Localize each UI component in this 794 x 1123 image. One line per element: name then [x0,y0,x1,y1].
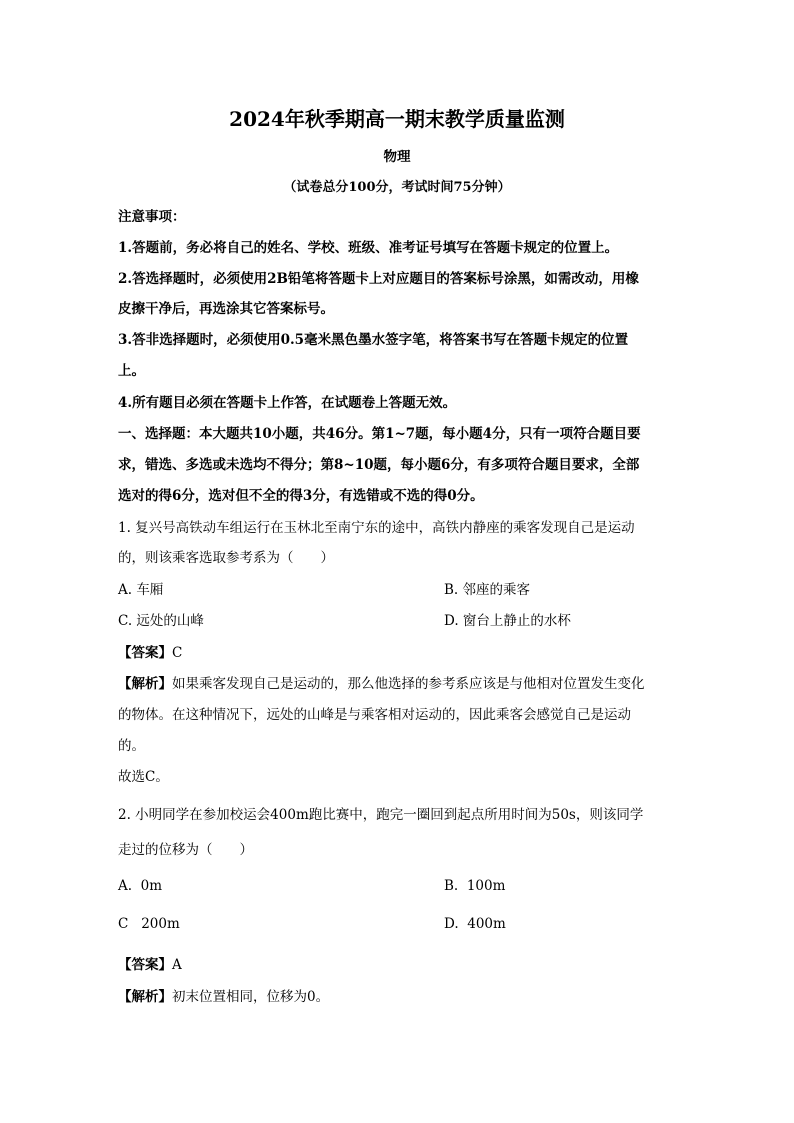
option-label: D. [444,916,459,932]
q1-stem: 1. 复兴号高铁动车组运行在玉林北至南宁东的途中，高铁内静座的乘客发现自己是运动 [118,520,635,536]
q2-stem-line2: 走过的位移为（ ） [118,842,253,858]
q1-option-c: C. 远处的山峰 [118,613,204,629]
q2-analysis [118,987,329,1007]
q2-option-c [118,914,180,934]
analysis-text: 如果乘客发现自己是运动的，那么他选择的参考系应该是与他相对位置发生变化 [172,676,645,692]
q1-stem: 的，则该乘客选取参考系为（ ） [118,550,334,566]
note-item: 2.答选择题时，必须使用2B铅笔将答题卡上对应题目的答案标号涂黑，如需改动，用橡 [118,271,639,287]
notes-heading: 注意事项： [118,209,186,225]
option-value: 100m [466,878,506,894]
analysis-tag: 【解析】 [118,989,172,1005]
note-item: 上。 [118,363,145,379]
q2-stem-math: 400m [270,807,309,823]
answer-tag: 【答案】 [118,957,172,973]
q2-stem-post: 跑比赛中，跑完一圈回到起点所用时间为50s，则该同学 [308,807,644,823]
exam-info: （试卷总分100分，考试时间75分钟） [283,180,511,195]
q1-option-b: B. 邻座的乘客 [444,582,531,598]
q1-option-a: A. 车厢 [118,582,164,598]
exam-title: 2024年秋季期高一期末教学质量监测 [229,107,565,131]
note-item: 4.所有题目必须在答题卡上作答，在试题卷上答题无效。 [118,395,457,411]
note-item: 3.答非选择题时，必须使用0.5毫米黑色墨水签字笔，将答案书写在答题卡规定的位置 [118,332,629,348]
q2-stem-pre: 2. 小明同学在参加校运会 [118,807,271,823]
analysis-text: 初末位置相同，位移为0。 [172,989,330,1005]
q2-option-d [444,914,506,934]
answer-value: C [172,645,183,661]
analysis-tag: 【解析】 [118,676,172,692]
section-instructions: 一、选择题：本大题共10小题，共46分。第1~7题，每小题4分，只有一项符合题目要 [118,426,641,442]
option-value: 200m [141,916,180,932]
q2-option-a [118,876,162,896]
option-label: A. [118,878,133,894]
option-value: 400m [467,916,506,932]
answer-tag: 【答案】 [118,645,172,661]
option-value: 0m [140,878,163,894]
q1-answer [118,643,182,663]
q1-analysis-line: 的。 [118,738,145,754]
q2-answer [118,955,182,975]
section-instructions: 选对的得6分，选对但不全的得3分，有选错或不选的得0分。 [118,488,484,504]
q1-option-d: D. 窗台上静止的水杯 [444,613,571,629]
option-label: B. [444,878,459,894]
note-item: 皮擦干净后，再选涂其它答案标号。 [118,301,334,317]
answer-value: A [172,957,182,973]
option-label: C [118,916,129,932]
q1-analysis-line: 的物体。在这种情况下，远处的山峰是与乘客相对运动的，因此乘客会感觉自己是运动 [118,707,631,723]
q1-analysis [118,674,645,694]
note-item: 1.答题前，务必将自己的姓名、学校、班级、准考证号填写在答题卡规定的位置上。 [118,240,619,256]
q2-stem [118,805,643,825]
subject-label: 物理 [383,149,411,165]
section-instructions: 求，错选、多选或未选均不得分；第8~10题，每小题6分，有多项符合题目要求，全部 [118,457,640,473]
q2-option-b [444,876,505,896]
q1-conclusion: 故选C。 [118,769,169,785]
